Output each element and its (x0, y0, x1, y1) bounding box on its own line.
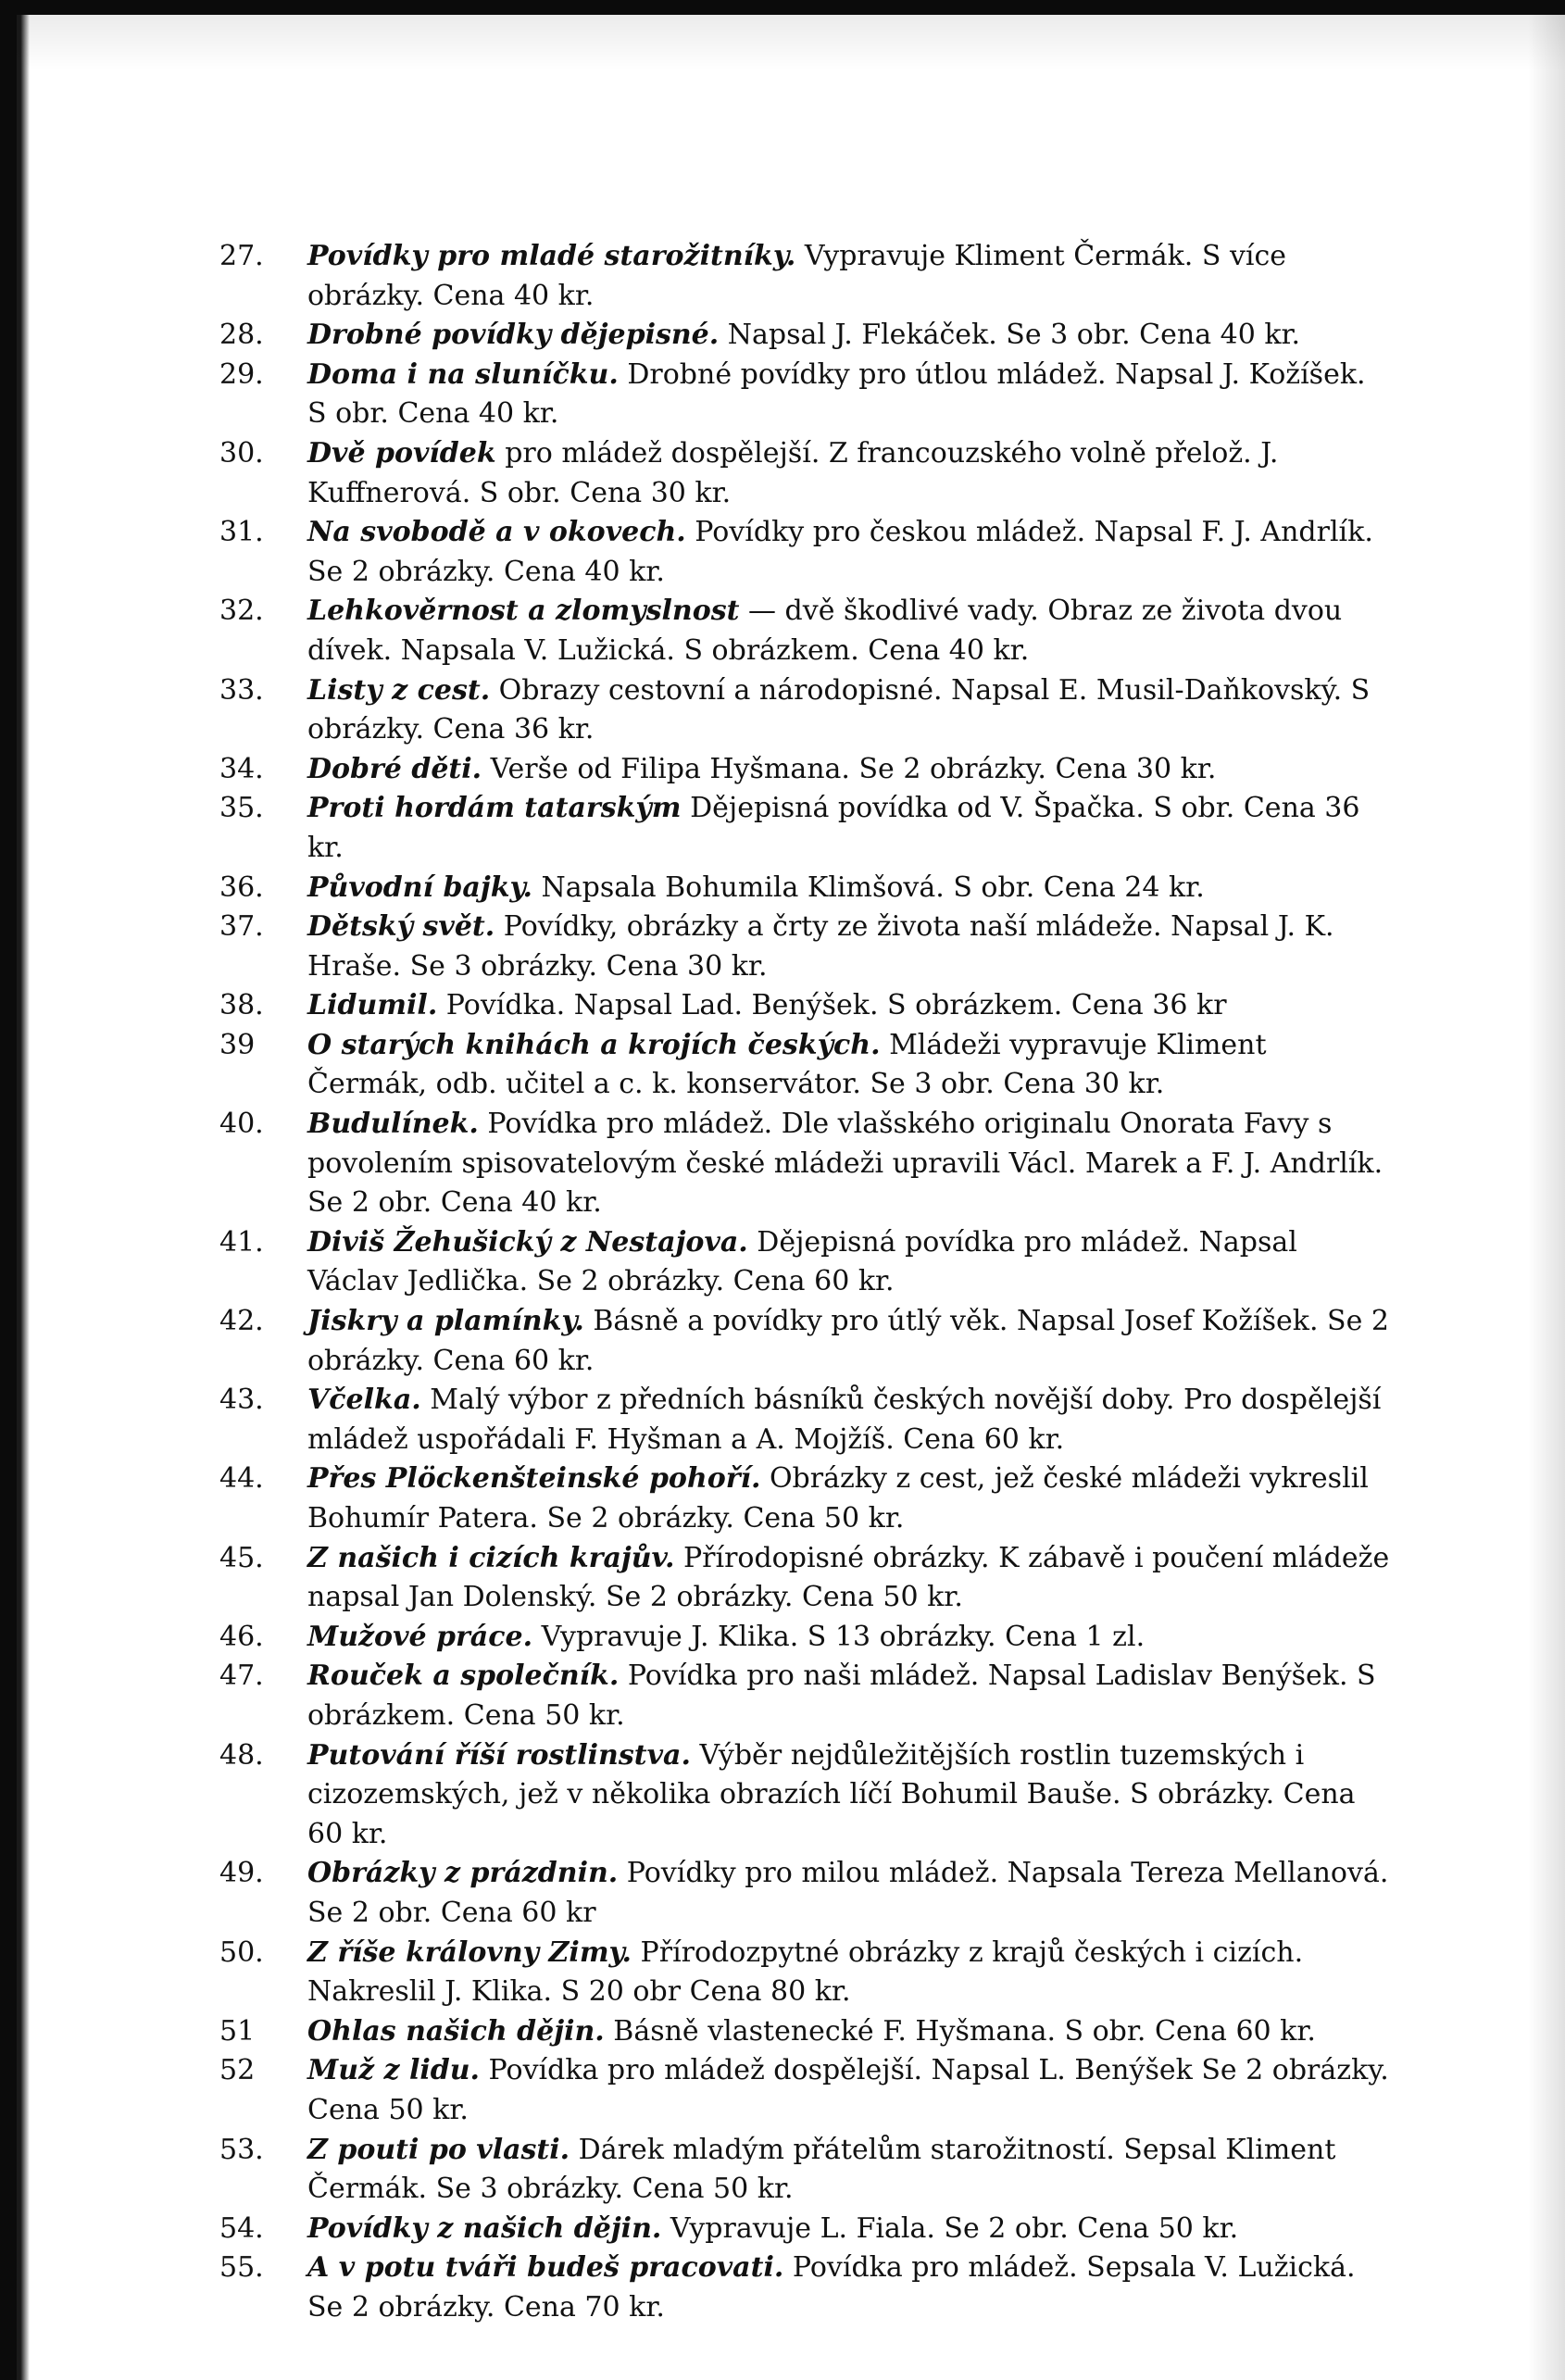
entry-text: Přírodozpytné obrázky z krajů českých i cizích. Nakreslil J. Klika. S 20 obr Cena 80 kr. (307, 1935, 1304, 2009)
entry-title: Dvě povídek (307, 436, 496, 470)
entry-number: 45. (219, 1541, 264, 1574)
entry-text: Vypravuje Kliment Čermák. S více obrázky. Cena 40 kr. (307, 240, 1287, 312)
entry-text: Básně a povídky pro útlý věk. Napsal Josef Kožíšek. Se 2 obrázky. Cena 60 kr. (307, 1305, 1389, 1377)
entry-text: Povídky, obrázky a črty ze života naší mládeže. Napsal J. K. Hraše. Se 3 obrázky. Cena 30 kr. (307, 910, 1334, 983)
entry-number: 46. (219, 1620, 264, 1653)
entry-text: Povídky pro milou mládež. Napsala Tereza Mellanová. Se 2 obr. Cena 60 kr (307, 1857, 1389, 1929)
entry-number: 47. (219, 1660, 264, 1693)
catalog-entry (197, 434, 1392, 513)
catalog-entry (197, 356, 1392, 434)
entry-title: A v potu tváři budeš pracovati. (307, 2251, 784, 2285)
entry-title: Z pouti po vlasti. (307, 2133, 570, 2166)
entry-number: 27. (219, 240, 264, 272)
entry-text: Povídka pro naši mládež. Napsal Ladislav Benýšek. S obrázkem. Cena 50 kr. (307, 1660, 1376, 1732)
catalog-entry (197, 1539, 1392, 1618)
entry-number: 50. (219, 1935, 264, 1969)
catalog-entry (197, 1736, 1392, 1855)
entry-number: 48. (219, 1738, 264, 1772)
entry-number: 54. (219, 2211, 264, 2245)
entry-text: Dějepisná povídka od V. Špačka. S obr. Cena 36 kr. (307, 792, 1360, 864)
entry-title: Povídky z našich dějin. (307, 2211, 662, 2245)
right-shadow (1528, 15, 1565, 2380)
entry-text: Obrázky z cest, jež české mládeži vykreslil Bohumír Patera. Se 2 obrázky. Cena 50 kr. (307, 1462, 1369, 1534)
entry-text: Drobné povídky pro útlou mládež. Napsal J. Kožíšek. S obr. Cena 40 kr. (307, 357, 1366, 431)
entry-title: Z našich i cizích krajův. (307, 1541, 675, 1574)
entry-text: Vypravuje J. Klika. S 13 obrázky. Cena 1 zl. (532, 1620, 1146, 1653)
entry-number: 55. (219, 2251, 264, 2285)
entry-text: Povídka. Napsal Lad. Benýšek. S obrázkem. Cena 36 kr (437, 989, 1227, 1022)
catalog-entry (197, 1026, 1392, 1105)
entry-title: Rouček a společník. (307, 1660, 620, 1693)
catalog-entry (197, 2248, 1392, 2327)
entry-text: Povídky pro českou mládež. Napsal F. J. Andrlík. Se 2 obrázky. Cena 40 kr. (307, 516, 1373, 588)
entry-title: Lehkověrnost a zlomyslnost (307, 595, 740, 628)
entry-number: 32. (219, 595, 264, 628)
binding-edge (17, 15, 30, 2380)
entry-title: Putování říší rostlinstva. (307, 1738, 691, 1772)
entry-number: 30. (219, 436, 264, 470)
catalog-entry (197, 1934, 1392, 2012)
entry-number: 28. (219, 319, 264, 352)
catalog-entry (197, 1459, 1392, 1538)
entry-text: Dárek mladým přátelům starožitností. Sepsal Kliment Čermák. Se 3 obrázky. Cena 50 kr. (307, 2133, 1336, 2206)
entry-text: Výběr nejdůležitějších rostlin tuzemských i cizozemských, jež v několika obrazích líčí Bohumil Bauše. S obrázky. Cena 60 kr. (307, 1738, 1356, 1850)
catalog-entry (197, 1618, 1392, 1658)
entry-title: Mužové práce. (307, 1620, 533, 1653)
entry-text: Přírodopisné obrázky. K zábavě i poučení mládeže napsal Jan Dolenský. Se 2 obrázky. Cena 50 kr. (307, 1541, 1390, 1614)
catalog-entry (197, 316, 1392, 356)
catalog-entry (197, 1381, 1392, 1459)
entry-title: Ohlas našich dějin. (307, 2014, 605, 2048)
entry-number: 37. (219, 910, 264, 944)
catalog-entry (197, 1854, 1392, 1933)
catalog-entry (197, 237, 1392, 316)
entry-title: Povídky pro mladé starožitníky. (307, 240, 796, 272)
entry-text: Napsala Bohumila Klimšová. S obr. Cena 24 kr. (532, 871, 1205, 904)
entry-number: 33. (219, 673, 264, 707)
entry-title: Včelka. (307, 1384, 421, 1417)
entry-title: Původní bajky. (307, 871, 532, 904)
entry-number: 43. (219, 1384, 264, 1417)
entry-text: Dějepisná povídka pro mládež. Napsal Václav Jedlička. Se 2 obrázky. Cena 60 kr. (307, 1225, 1297, 1298)
catalog-entry (197, 592, 1392, 670)
book-page (17, 15, 1565, 2380)
catalog-entry (197, 2210, 1392, 2249)
entry-text: Povídka pro mládež dospělejší. Napsal L. Benýšek Se 2 obrázky. Cena 50 kr. (307, 2054, 1389, 2126)
entry-title: Jiskry a plamínky. (307, 1305, 584, 1338)
entry-number: 34. (219, 752, 264, 785)
entry-number: 29. (219, 357, 264, 391)
entry-title: Diviš Žehušický z Nestajova. (307, 1225, 748, 1259)
entry-text: — dvě škodlivé vady. Obraz ze života dvou dívek. Napsala V. Lužická. S obrázkem. Cena 40 kr. (307, 595, 1343, 667)
entry-text: Mládeži vypravuje Kliment Čermák, odb. učitel a c. k. konservátor. Se 3 obr. Cena 30 kr. (307, 1028, 1267, 1101)
entry-title: Dobré děti. (307, 752, 482, 785)
catalog-entry (197, 908, 1392, 986)
entry-number: 40. (219, 1108, 264, 1141)
entry-title: O starých knihách a krojích českých. (307, 1028, 881, 1061)
entry-number: 52 (219, 2054, 256, 2087)
entry-text: Napsal J. Flekáček. Se 3 obr. Cena 40 kr. (719, 319, 1301, 352)
catalog-entry (197, 513, 1392, 592)
entry-number: 36. (219, 871, 264, 904)
entry-title: Dětský svět. (307, 910, 495, 944)
catalog-entry (197, 2012, 1392, 2052)
entry-title: Drobné povídky dějepisné. (307, 319, 720, 352)
catalog-entry (197, 2131, 1392, 2210)
entry-title: Doma i na sluníčku. (307, 357, 619, 391)
catalog-entry (197, 1657, 1392, 1735)
catalog-entry (197, 671, 1392, 750)
catalog-entry (197, 750, 1392, 790)
entry-text: Obrazy cestovní a národopisné. Napsal E. Musil-Daňkovský. S obrázky. Cena 36 kr. (307, 673, 1371, 746)
entry-text: pro mládež dospělejší. Z francouzského volně přelož. J. Kuffnerová. S obr. Cena 30 kr. (307, 436, 1279, 509)
entry-text: Povídka pro mládež. Sepsala V. Lužická. Se 2 obrázky. Cena 70 kr. (307, 2251, 1356, 2324)
entry-number: 44. (219, 1462, 264, 1496)
entry-title: Budulínek. (307, 1108, 479, 1141)
entry-number: 51 (219, 2014, 256, 2048)
catalog-entry (197, 869, 1392, 908)
entry-number: 39 (219, 1028, 256, 1061)
entry-number: 38. (219, 989, 264, 1022)
entry-text: Vypravuje L. Fiala. Se 2 obr. Cena 50 kr. (661, 2211, 1239, 2245)
catalog-entry (197, 1105, 1392, 1223)
entry-number: 35. (219, 792, 264, 825)
entry-number: 49. (219, 1857, 264, 1890)
entry-title: Lidumil. (307, 989, 438, 1022)
entry-title: Na svobodě a v okovech. (307, 516, 686, 549)
entry-number: 42. (219, 1305, 264, 1338)
entry-text: Malý výbor z předních básníků českých novější doby. Pro dospělejší mládež uspořádali F. Hyšman a A. Mojžíš. Cena 60 kr. (307, 1384, 1382, 1456)
entry-title: Z říše královny Zimy. (307, 1935, 632, 1969)
entry-title: Proti hordám tatarským (307, 792, 682, 825)
entry-number: 53. (219, 2133, 264, 2166)
entry-title: Listy z cest. (307, 673, 491, 707)
entry-number: 41. (219, 1225, 264, 1259)
book-catalog-list (197, 237, 1392, 2327)
catalog-entry (197, 986, 1392, 1026)
entry-title: Muž z lidu. (307, 2054, 481, 2087)
entry-text: Básně vlastenecké F. Hyšmana. S obr. Cena 60 kr. (604, 2014, 1316, 2048)
catalog-entry (197, 1302, 1392, 1381)
top-shadow (17, 15, 1565, 70)
catalog-entry (197, 789, 1392, 868)
entry-text: Verše od Filipa Hyšmana. Se 2 obrázky. Cena 30 kr. (482, 752, 1217, 785)
entry-title: Přes Plöckenšteinské pohoří. (307, 1462, 761, 1496)
entry-title: Obrázky z prázdnin. (307, 1857, 619, 1890)
catalog-entry (197, 2051, 1392, 2130)
entry-number: 31. (219, 516, 264, 549)
catalog-entry (197, 1223, 1392, 1302)
entry-text: Povídka pro mládež. Dle vlašského originalu Onorata Favy s povolením spisovatelovým české mládeži upravili Václ. Marek a F. J. Andrlík. Se 2 obr. Cena 40 kr. (307, 1108, 1383, 1220)
